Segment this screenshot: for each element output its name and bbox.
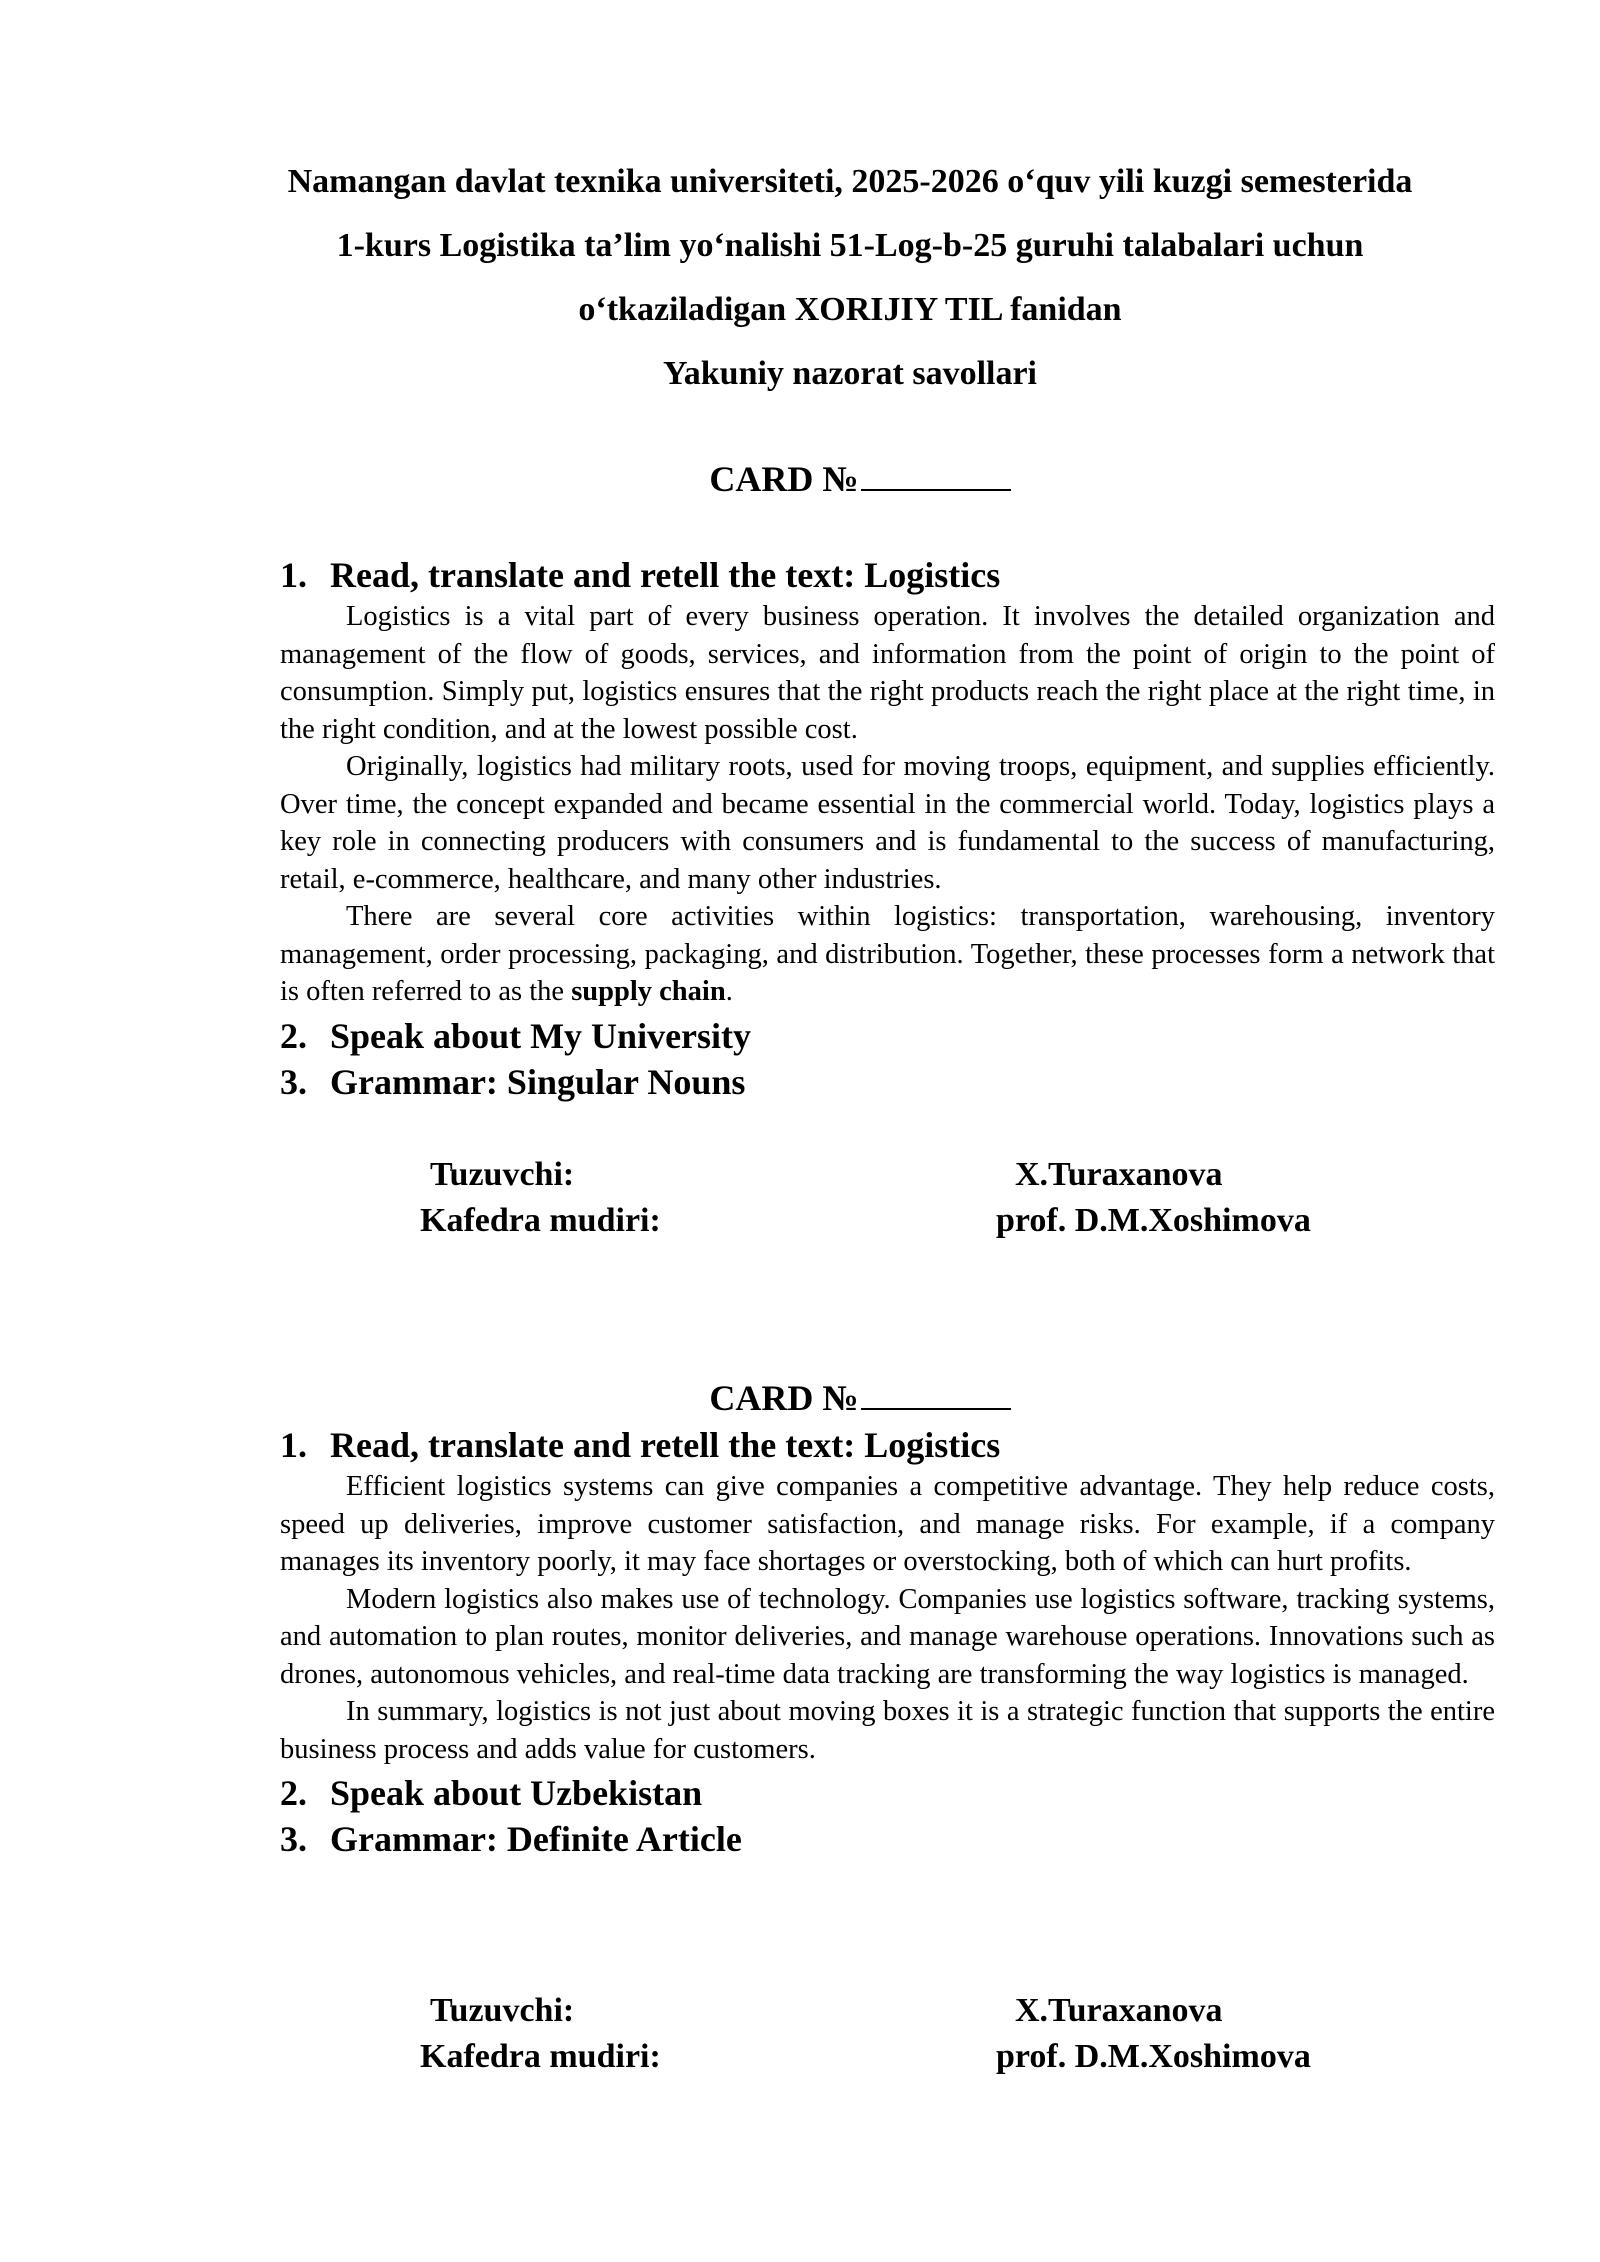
question-number: 2. [280,1015,307,1056]
header-line-4: Yakuniy nazorat savollari [662,355,1038,392]
card-title-text: CARD № [709,1378,859,1418]
card-title-text: CARD № [709,459,859,499]
text-paragraph-3: In summary, logistics is not just about moving boxes it is a strategic function that supports the entire business process and adds value for customers. [280,1696,1495,1765]
question-text: Read, translate and retell the text: Logistics [330,555,1001,595]
question-number: 1. [280,555,307,595]
question-number: 1. [280,1425,307,1465]
header-line-1: Namangan davlat texnika universiteti, 2025-2026 o‘quv yili kuzgi semesterida [287,163,1413,200]
signature-label-head: Kafedra mudiri: [420,1202,661,1239]
text-paragraph-2: Originally, logistics had military roots, used for moving troops, equipment, and supplies efficiently. Over time, the concept expanded and became essential in the commercial world. Today, logistics plays a key role in connecting producers with consumers and is fundamental to the success of manufacturing, retail, e-commerce, healthcare, and many other industries. [280,751,1495,895]
text-paragraph-1: Efficient logistics systems can give companies a competitive advantage. They help reduce costs, speed up deliveries, improve customer satisfaction, and manage risks. For example, if a company manages its inventory poorly, it may face shortages or overstocking, both of which can hurt profits. [280,1471,1495,1577]
text-paragraph-2: Modern logistics also makes use of technology. Companies use logistics software, tracking systems, and automation to plan routes, monitor deliveries, and manage warehouse operations. Innovations such as drones, autonomous vehicles, and real-time data tracking are transforming the way logistics is managed. [280,1583,1495,1690]
signature-name-compiler: X.Turaxanova [1015,1156,1223,1193]
question-2 [280,1013,1495,1059]
signature-name-head: prof. D.M.Xoshimova [996,1202,1311,1239]
text-paragraph-1: Logistics is a vital part of every business operation. It involves the detailed organization and management of the flow of goods, services, and information from the point of origin to the point of consumption. Simply put, logistics ensures that the right products reach the right place at the right time, in the right condition, and at the lowest possible cost. [280,601,1495,745]
card-2-title [0,1377,1600,1419]
text-paragraph-3 [280,898,1495,1011]
card-number-blank[interactable] [861,461,1011,491]
question-3 [280,1059,1495,1105]
question-2 [280,1770,1495,1816]
question-text: Speak about My University [330,1015,752,1056]
signature-label-compiler: Tuzuvchi: [430,1992,575,2029]
signature-name-head: prof. D.M.Xoshimova [996,2038,1311,2075]
question-1 [280,1422,1495,1468]
signature-label-compiler: Tuzuvchi: [430,1156,575,1193]
card-number-blank[interactable] [861,1380,1011,1410]
card-2-body [280,1422,1495,1862]
question-3 [280,1816,1495,1862]
paragraph-text: There are several core activities within logistics: transportation, warehousing, inventory management, order processing, packaging, and distribution. Together, these processes form a network that is often referred to as the [280,901,1495,1007]
card-1-body [280,552,1495,1105]
signature-name-compiler: X.Turaxanova [1015,1992,1223,2029]
header-line-3: o‘tkaziladigan XORIJIY TIL fanidan [578,291,1122,328]
signature-label-head: Kafedra mudiri: [420,2038,661,2075]
question-text: Read, translate and retell the text: Logistics [330,1425,1001,1465]
question-number: 2. [280,1773,307,1813]
paragraph-text: . [725,976,733,1007]
question-number: 3. [280,1819,307,1859]
document-header [0,150,1600,406]
card-1-title [0,458,1600,500]
question-text: Speak about Uzbekistan [330,1773,703,1813]
bold-term: supply chain [571,976,726,1007]
header-line-2: 1-kurs Logistika ta’lim yo‘nalishi 51-Log-b-25 guruhi talabalari uchun [336,227,1364,264]
question-1 [280,552,1495,598]
question-text: Grammar: Definite Article [330,1819,742,1859]
question-number: 3. [280,1061,307,1102]
question-text: Grammar: Singular Nouns [330,1061,746,1102]
